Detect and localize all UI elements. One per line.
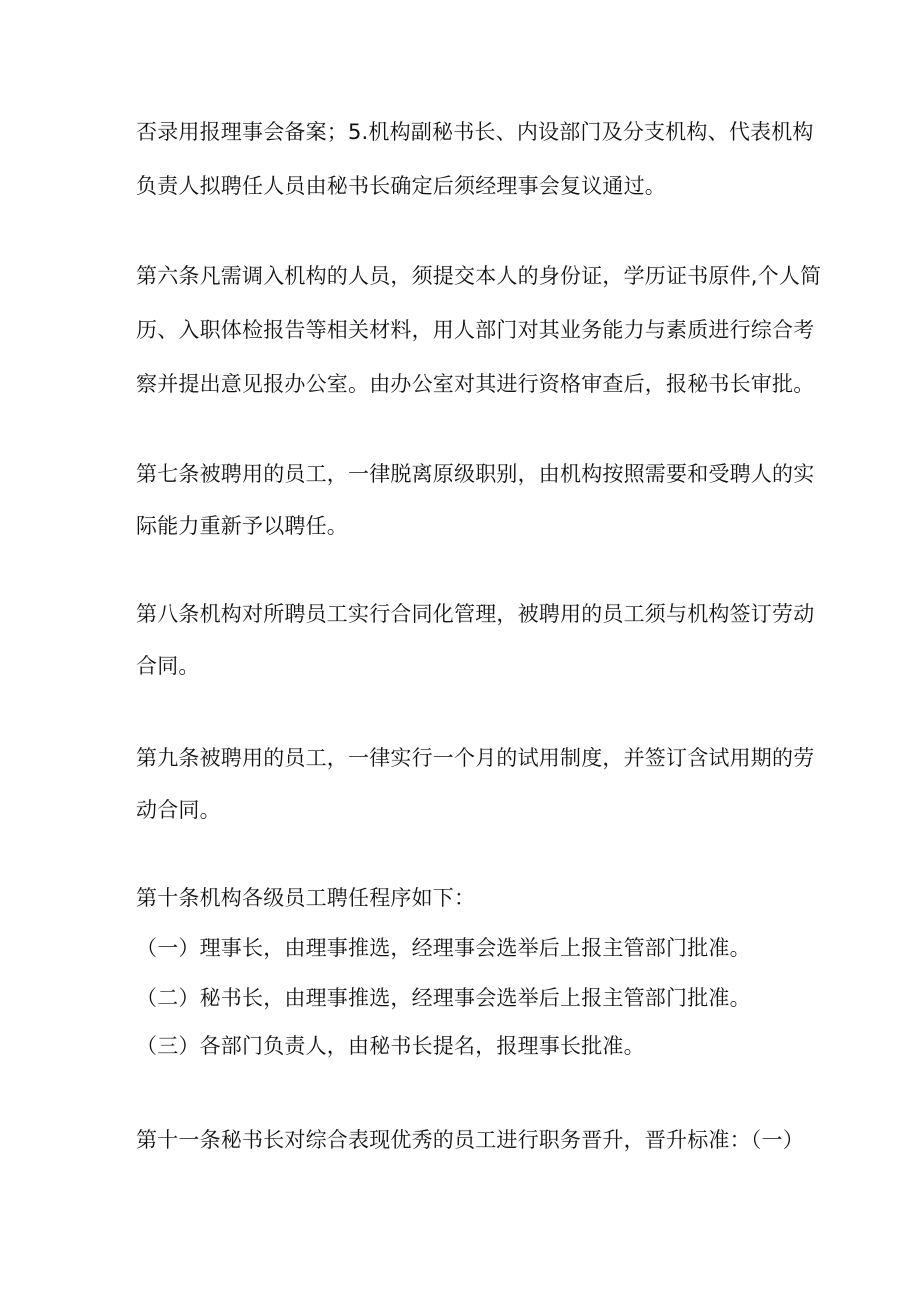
article-6-line-3: 察并提出意见报办公室。由办公室对其进行资格审查后，报秘书长审批。 xyxy=(136,372,815,396)
article-9-line-2: 动合同。 xyxy=(136,798,221,822)
article-10-heading: 第十条机构各级员工聘任程序如下： xyxy=(136,886,476,910)
article-7-line-1: 第七条被聘用的员工，一律脱离原级职别，由机构按照需要和受聘人的实 xyxy=(136,462,815,486)
article-10-item-3: （三）各部门负责人，由秘书长提名，报理事长批准。 xyxy=(136,1034,645,1058)
article-10-item-1: （一）理事长，由理事推选，经理事会选举后上报主管部门批准。 xyxy=(136,936,751,960)
article-9-line-1: 第九条被聘用的员工，一律实行一个月的试用制度，并签订含试用期的劳 xyxy=(136,746,815,770)
article-11-line-1: 第十一条秘书长对综合表现优秀的员工进行职务晋升，晋升标准：（一） xyxy=(136,1128,804,1152)
article-7-line-2: 际能力重新予以聘任。 xyxy=(136,514,348,538)
paragraph-1-line-1: 否录用报理事会备案；5.机构副秘书长、内设部门及分支机构、代表机构 xyxy=(136,120,814,144)
article-8-line-2: 合同。 xyxy=(136,654,200,678)
article-8-line-1: 第八条机构对所聘员工实行合同化管理，被聘用的员工须与机构签订劳动 xyxy=(136,602,815,626)
article-6-line-1: 第六条凡需调入机构的人员，须提交本人的身份证，学历证书原件,个人简 xyxy=(136,264,822,288)
article-6-line-2: 历、入职体检报告等相关材料，用人部门对其业务能力与素质进行综合考 xyxy=(136,318,815,342)
paragraph-1-line-2: 负责人拟聘任人员由秘书长确定后须经理事会复议通过。 xyxy=(136,174,666,198)
article-10-item-2: （二）秘书长，由理事推选，经理事会选举后上报主管部门批准。 xyxy=(136,986,751,1010)
